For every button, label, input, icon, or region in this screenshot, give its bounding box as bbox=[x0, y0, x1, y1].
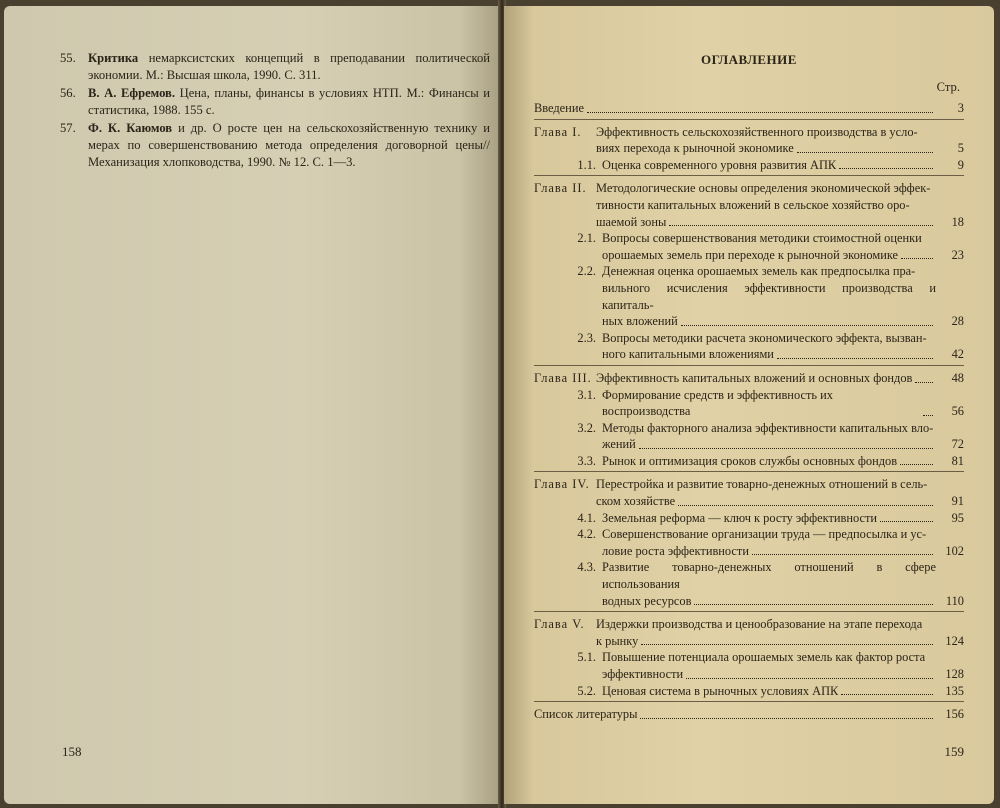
toc-entry-body bbox=[596, 370, 964, 387]
toc-entry-body bbox=[602, 559, 964, 609]
toc-entry-line bbox=[596, 140, 964, 157]
leader-dots bbox=[686, 678, 933, 679]
toc-entry-title: ного капитальными вложениями bbox=[602, 347, 774, 362]
toc-entry-title: Издержки производства и ценообразование на этапе перехода bbox=[596, 617, 923, 632]
toc-entry-body bbox=[602, 387, 964, 420]
toc-entry-line bbox=[602, 346, 964, 363]
toc-page-number: 110 bbox=[945, 593, 964, 608]
toc-entry-title: Формирование средств и эффективность их воспроизводства bbox=[602, 387, 833, 419]
section-number: 1.1. bbox=[577, 157, 596, 172]
toc-entry[interactable] bbox=[534, 559, 964, 609]
leader-dots bbox=[641, 644, 933, 645]
toc-page-number: 156 bbox=[945, 707, 964, 722]
toc-entry-title: Ценовая система в рыночных условиях АПК bbox=[602, 683, 839, 698]
leader-dots bbox=[797, 152, 933, 153]
right-page-number: 159 bbox=[944, 744, 964, 759]
section-number: 3.2. bbox=[577, 420, 596, 435]
toc-entry-line bbox=[602, 436, 964, 453]
toc-entry-line bbox=[602, 526, 964, 543]
reference-list bbox=[60, 50, 490, 172]
toc-entry-line bbox=[602, 247, 964, 264]
toc-page-number: 95 bbox=[951, 510, 964, 525]
toc-entry-line bbox=[596, 616, 964, 633]
toc-entry-line bbox=[596, 476, 964, 493]
leader-dots bbox=[841, 694, 933, 695]
reference-text bbox=[88, 85, 490, 119]
leader-dots bbox=[587, 112, 933, 113]
toc-entry[interactable] bbox=[534, 683, 964, 700]
toc-entry[interactable] bbox=[534, 510, 964, 527]
toc-entry[interactable] bbox=[534, 370, 964, 387]
left-page bbox=[4, 6, 500, 804]
toc-entry[interactable] bbox=[534, 387, 964, 420]
toc-entry-title: Введение bbox=[534, 101, 584, 115]
toc-entry-title: орошаемых земель при переходе к рыночной экономике bbox=[602, 247, 899, 262]
toc-entry-line bbox=[602, 420, 964, 437]
toc-entry-title: Земельная реформа — ключ к росту эффективности bbox=[602, 510, 878, 525]
toc-entry-title: ных вложений bbox=[602, 314, 678, 329]
leader-dots bbox=[752, 554, 933, 555]
toc-entry-body bbox=[596, 476, 964, 509]
section-number: 5.2. bbox=[577, 683, 596, 698]
toc-entry-line bbox=[602, 683, 964, 700]
section-number: 3.1. bbox=[577, 387, 596, 402]
reference-number: 56. bbox=[60, 86, 76, 100]
toc-entry-line bbox=[602, 666, 964, 683]
leader-dots bbox=[880, 521, 933, 522]
toc-separator bbox=[534, 471, 964, 472]
reference-author: Ф. К. Каюмов bbox=[88, 121, 173, 135]
toc-page-number: 128 bbox=[945, 667, 964, 681]
left-page-number: 158 bbox=[62, 744, 82, 759]
section-number: 2.1. bbox=[577, 231, 596, 246]
toc-entry-line bbox=[596, 180, 964, 197]
toc-entry-title: Вопросы методики расчета экономического эффекта, вызван- bbox=[602, 330, 927, 345]
reference-body: и др. О росте цен на сельскохозяйственную технику и мерах по совершенствованию метода определения договорной цены// Механизация хлопководства, 1990. № 12. С. 1—3. bbox=[88, 121, 490, 169]
toc-page-number: 72 bbox=[951, 437, 964, 452]
section-number: 3.3. bbox=[577, 453, 596, 468]
leader-dots bbox=[639, 448, 933, 449]
toc-entry[interactable] bbox=[534, 420, 964, 453]
toc-entry-line bbox=[596, 370, 964, 387]
toc-entry-title: Перестройка и развитие товарно-денежных отношений в сель- bbox=[596, 477, 928, 492]
toc-entry-line bbox=[602, 330, 964, 347]
toc-separator bbox=[534, 701, 964, 702]
toc-separator bbox=[534, 611, 964, 612]
toc-separator bbox=[534, 175, 964, 176]
chapter-label: Глава II. bbox=[534, 181, 587, 196]
toc-entry-line bbox=[534, 706, 964, 723]
toc-entry-line bbox=[602, 230, 964, 247]
leader-dots bbox=[839, 168, 933, 169]
toc-page-number: 28 bbox=[951, 314, 964, 329]
toc-page-number: 135 bbox=[945, 683, 964, 698]
reference-author: В. А. Ефремов. bbox=[88, 86, 176, 100]
toc-page-number: 81 bbox=[951, 453, 964, 468]
toc-entry-title: Денежная оценка орошаемых земель как предпосылка пра- bbox=[602, 264, 916, 279]
toc-page-number: 9 bbox=[957, 157, 964, 172]
toc-entry-title: Рынок и оптимизация сроков службы основных фондов bbox=[602, 453, 898, 468]
reference-item bbox=[60, 50, 490, 84]
chapter-label: Глава V. bbox=[534, 617, 585, 632]
toc-entry-title: Методологические основы определения экономической эффек- bbox=[596, 181, 931, 196]
toc-entry[interactable] bbox=[534, 649, 964, 682]
toc-entry[interactable] bbox=[534, 124, 964, 157]
toc-entry-line bbox=[596, 214, 964, 231]
leader-dots bbox=[694, 604, 933, 605]
toc-page-number: 5 bbox=[957, 141, 964, 156]
section-number: 4.2. bbox=[577, 527, 596, 542]
toc-entry-line bbox=[602, 543, 964, 560]
toc-entry-title: вильного исчисления эффективности производства и капиталь- bbox=[602, 280, 936, 312]
toc-separator bbox=[534, 119, 964, 120]
toc-entry-title: Методы факторного анализа эффективности капитальных вло- bbox=[602, 420, 934, 435]
section-number: 2.2. bbox=[577, 264, 596, 279]
toc-entry-body bbox=[602, 683, 964, 700]
toc-separator bbox=[534, 365, 964, 366]
toc-entry[interactable] bbox=[534, 100, 964, 117]
reference-body: Цена, планы, финансы в условиях НТП. М.: Финансы и статистика, 1988. 155 с. bbox=[88, 86, 490, 117]
toc-entry-body bbox=[602, 453, 964, 470]
leader-dots bbox=[915, 382, 933, 383]
section-number: 4.3. bbox=[577, 560, 596, 575]
toc-entry-line bbox=[602, 649, 964, 666]
toc-entry-title: Список литературы bbox=[534, 707, 638, 722]
toc-title: ОГЛАВЛЕНИЕ bbox=[701, 52, 797, 67]
toc-entry-title: шаемой зоны bbox=[596, 214, 667, 229]
toc-entry-line bbox=[596, 124, 964, 141]
toc-entry-body bbox=[596, 124, 964, 157]
toc-entry-title: Эффективность сельскохозяйственного производства в усло- bbox=[596, 124, 918, 139]
toc-entry[interactable] bbox=[534, 453, 964, 470]
page-column-label: Стр. bbox=[936, 80, 960, 94]
toc-entry-body bbox=[602, 526, 964, 559]
right-page bbox=[504, 6, 994, 804]
toc-entry-line bbox=[534, 100, 964, 117]
toc-entry-title: Вопросы совершенствования методики стоимостной оценки bbox=[602, 231, 922, 246]
toc-page-number: 102 bbox=[945, 543, 964, 558]
toc-entry-body bbox=[602, 420, 964, 453]
toc-entry-title: водных ресурсов bbox=[602, 593, 692, 608]
toc-entry-body bbox=[602, 510, 964, 527]
toc-entry[interactable] bbox=[534, 330, 964, 363]
leader-dots bbox=[681, 325, 933, 326]
toc-entry-body bbox=[534, 706, 964, 723]
toc-entry[interactable] bbox=[534, 476, 964, 509]
toc-page-number: 42 bbox=[951, 347, 964, 362]
toc-entry[interactable] bbox=[534, 180, 964, 230]
toc-entry-line bbox=[602, 593, 964, 610]
toc-entry-line bbox=[596, 493, 964, 510]
leader-dots bbox=[669, 225, 933, 226]
leader-dots bbox=[777, 358, 933, 359]
toc-entry-title: ловие роста эффективности bbox=[602, 543, 749, 558]
toc-entry[interactable] bbox=[534, 157, 964, 174]
toc-entry[interactable] bbox=[534, 526, 964, 559]
reference-body: немарксистских концепций в преподавании политической экономии. М.: Высшая школа, 1990. С. 311. bbox=[88, 51, 490, 82]
leader-dots bbox=[678, 505, 933, 506]
toc-entry-title: к рынку bbox=[596, 633, 639, 648]
toc-entry-body bbox=[602, 330, 964, 363]
reference-text bbox=[88, 50, 490, 84]
leader-dots bbox=[923, 415, 933, 416]
toc-entry-body bbox=[602, 649, 964, 682]
reference-number: 57. bbox=[60, 121, 76, 135]
chapter-label: Глава III. bbox=[534, 370, 592, 385]
toc-page-number: 3 bbox=[957, 101, 964, 115]
section-number: 2.3. bbox=[577, 330, 596, 345]
chapter-label: Глава I. bbox=[534, 124, 582, 139]
chapter-label: Глава IV. bbox=[534, 477, 590, 492]
toc-entry-line bbox=[596, 633, 964, 650]
toc-entry-line bbox=[602, 453, 964, 470]
toc-entry-title: Совершенствование организации труда — предпосылка и ус- bbox=[602, 527, 927, 542]
reference-item bbox=[60, 85, 490, 119]
toc-entry-title: жений bbox=[602, 437, 636, 452]
toc-entry[interactable] bbox=[534, 706, 964, 723]
reference-item bbox=[60, 120, 490, 171]
toc-entry-title: ском хозяйстве bbox=[596, 494, 676, 509]
toc-entry[interactable] bbox=[534, 230, 964, 263]
leader-dots bbox=[901, 258, 933, 259]
toc-page-number: 48 bbox=[951, 370, 964, 385]
toc-entry-line bbox=[602, 313, 964, 330]
toc-entry[interactable] bbox=[534, 616, 964, 649]
leader-dots bbox=[900, 464, 933, 465]
toc-entry-body bbox=[602, 263, 964, 329]
section-number: 5.1. bbox=[577, 650, 596, 665]
toc-entry-title: Повышение потенциала орошаемых земель как фактор роста bbox=[602, 650, 926, 665]
section-number: 4.1. bbox=[577, 510, 596, 525]
toc-entry-body bbox=[602, 230, 964, 263]
toc-entry-title: эффективности bbox=[602, 667, 684, 681]
toc-entry-body bbox=[596, 180, 964, 230]
toc-page-number: 91 bbox=[951, 494, 964, 509]
reference-text bbox=[88, 120, 490, 171]
toc-entry-title: Развитие товарно-денежных отношений в сфере использования bbox=[602, 560, 936, 592]
toc-page-number: 23 bbox=[951, 247, 964, 262]
toc-page-number: 56 bbox=[951, 404, 964, 419]
toc-page-number: 124 bbox=[945, 633, 964, 648]
toc-entry-title: Эффективность капитальных вложений и основных фондов bbox=[596, 370, 913, 385]
toc-page-number: 18 bbox=[951, 214, 964, 229]
toc-entry-title: Оценка современного уровня развития АПК bbox=[602, 157, 837, 172]
leader-dots bbox=[640, 718, 933, 719]
toc-entry-line bbox=[602, 263, 964, 280]
toc-entry-line bbox=[602, 559, 964, 592]
reference-number: 55. bbox=[60, 51, 76, 65]
toc-entry-title: тивности капитальных вложений в сельское хозяйство оро- bbox=[596, 197, 910, 212]
toc-entry-body bbox=[602, 157, 964, 174]
toc-entry-line bbox=[602, 280, 964, 313]
toc-entry-body bbox=[534, 100, 964, 117]
toc-entry-line bbox=[596, 197, 964, 214]
reference-author: Критика bbox=[88, 51, 139, 65]
toc-entry-body bbox=[596, 616, 964, 649]
toc-entry-line bbox=[602, 157, 964, 174]
toc-entry-title: виях перехода к рыночной экономике bbox=[596, 141, 794, 156]
toc-entry-line bbox=[602, 387, 964, 420]
toc-entry[interactable] bbox=[534, 263, 964, 329]
toc-entry-line bbox=[602, 510, 964, 527]
table-of-contents bbox=[534, 100, 964, 723]
